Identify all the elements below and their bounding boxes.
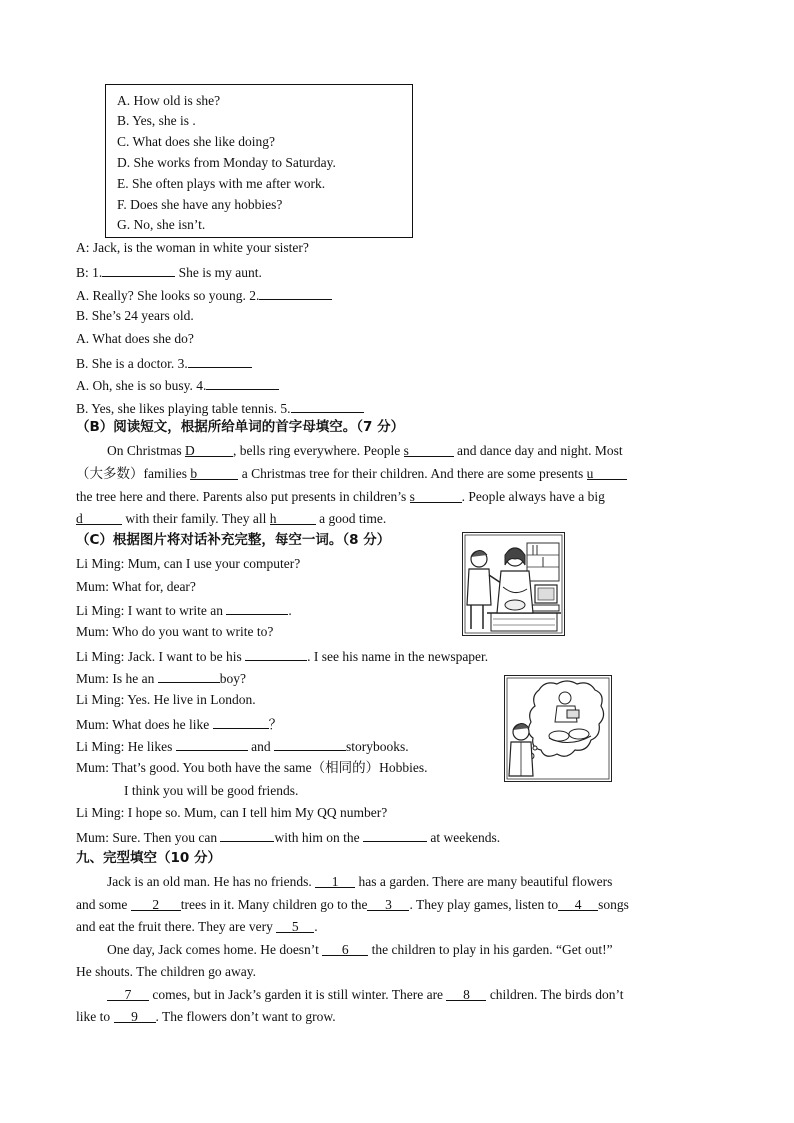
cloze-blank[interactable]: 5 (276, 918, 314, 933)
dialog-line: B. She’s 24 years old. (76, 308, 194, 323)
cloze-blank[interactable]: 1 (315, 873, 355, 888)
answer-blank[interactable]: u (587, 465, 627, 480)
dialog-line: A. Really? She looks so young. 2. (76, 285, 332, 305)
dialog-line: Mum: What does he like ？ (76, 714, 282, 734)
dialog-line: Mum: Sure. Then you can with him on the at weekends. (76, 827, 500, 847)
cloze-blank[interactable]: 6 (322, 941, 368, 956)
cloze-line: Jack is an old man. He has no friends. 1 has a garden. There are many beautiful flowers (107, 874, 613, 889)
dialog-line: Li Ming: I hope so. Mum, can I tell him My QQ number? (76, 805, 388, 820)
dialog-line: B: 1. She is my aunt. (76, 262, 262, 282)
answer-blank[interactable] (274, 736, 346, 751)
section-b-heading: （B）阅读短文，根据所给单词的首字母填空。（7 分） (76, 419, 405, 435)
dialog-line: Li Ming: Yes. He live in London. (76, 692, 256, 707)
options-box (105, 84, 413, 238)
answer-blank[interactable] (188, 353, 252, 368)
illustration-boy-and-mum-computer (462, 532, 565, 636)
answer-blank[interactable] (220, 827, 274, 842)
dialog-line: Mum: Is he an boy? (76, 668, 246, 688)
illustration-boy-thinking (504, 675, 612, 782)
answer-blank[interactable] (176, 736, 248, 751)
dialog-line: Mum: Who do you want to write to? (76, 624, 274, 639)
computer-scene-drawing (463, 533, 564, 635)
answer-blank[interactable]: h (270, 510, 316, 525)
option-f: F. Does she have any hobbies? (117, 197, 283, 212)
passage-line: the tree here and there. Parents also put presents in children’s s . People always have a big (76, 489, 605, 504)
cloze-blank[interactable]: 9 (114, 1008, 156, 1023)
dialog-line: A. Oh, she is so busy. 4. (76, 375, 279, 395)
answer-blank[interactable]: s (404, 442, 454, 457)
answer-blank[interactable] (226, 600, 288, 615)
passage-line: d with their family. They all h a good time. (76, 511, 387, 526)
cloze-blank[interactable]: 7 (107, 986, 149, 1001)
answer-blank[interactable] (363, 827, 427, 842)
answer-blank[interactable]: d (76, 510, 122, 525)
answer-blank[interactable]: D (185, 442, 233, 457)
passage-line: （大多数）families b a Christmas tree for their children. And there are some presents u (76, 465, 716, 483)
option-b: B. Yes, she is . (117, 113, 196, 128)
answer-blank[interactable] (291, 398, 364, 413)
dialog-line: I think you will be good friends. (124, 783, 299, 798)
answer-blank[interactable] (245, 646, 307, 661)
option-e: E. She often plays with me after work. (117, 176, 326, 191)
dialog-line: Li Ming: He likes and storybooks. (76, 736, 409, 756)
answer-blank[interactable] (206, 375, 279, 390)
dialog-line: A: Jack, is the woman in white your sister? (76, 240, 309, 255)
dialog-line: B. Yes, she likes playing table tennis. 5. (76, 398, 364, 418)
answer-blank[interactable]: s (410, 488, 462, 503)
cloze-line: and eat the fruit there. They are very 5 . (76, 919, 318, 934)
answer-blank[interactable] (158, 668, 220, 683)
section-9-heading: 九、完型填空（10 分） (76, 850, 221, 866)
dialog-line: Mum: That’s good. You both have the same（相同的）Hobbies. (76, 760, 428, 775)
dialog-line: Li Ming: Mum, can I use your computer? (76, 556, 301, 571)
passage-line: On Christmas D , bells ring everywhere. People s and dance day and night. Most (107, 443, 623, 458)
cloze-line: and some 2 trees in it. Many children go to the 3 . They play games, listen to 4 songs (76, 897, 629, 912)
dialog-line: Li Ming: I want to write an . (76, 600, 292, 620)
cloze-blank[interactable]: 8 (446, 986, 486, 1001)
thinking-scene-drawing (505, 676, 611, 781)
cloze-blank[interactable]: 2 (131, 896, 181, 911)
option-a: A. How old is she? (117, 93, 221, 108)
answer-blank[interactable] (102, 262, 175, 277)
dialog-line: Li Ming: Jack. I want to be his . I see his name in the newspaper. (76, 646, 488, 666)
cloze-blank[interactable]: 4 (558, 896, 598, 911)
cloze-line: like to 9 . The flowers don’t want to grow. (76, 1009, 336, 1024)
dialog-line: A. What does she do? (76, 331, 194, 346)
cloze-line: 7 comes, but in Jack’s garden it is still winter. There are 8 children. The birds don’t (107, 986, 624, 1004)
answer-blank[interactable] (259, 285, 332, 300)
cloze-blank[interactable]: 3 (367, 896, 409, 911)
option-g: G. No, she isn’t. (117, 217, 206, 232)
answer-blank[interactable] (213, 714, 269, 729)
dialog-line: B. She is a doctor. 3. (76, 353, 252, 373)
cloze-line: One day, Jack comes home. He doesn’t 6 the children to play in his garden. “Get out!” (107, 942, 613, 957)
answer-blank[interactable]: b (190, 465, 238, 480)
dialog-line: Mum: What for, dear? (76, 579, 196, 594)
option-c: C. What does she like doing? (117, 134, 275, 149)
section-c-heading: （C）根据图片将对话补充完整，每空一词。（8 分） (76, 532, 391, 548)
cloze-line: He shouts. The children go away. (76, 964, 256, 979)
option-d: D. She works from Monday to Saturday. (117, 155, 336, 170)
